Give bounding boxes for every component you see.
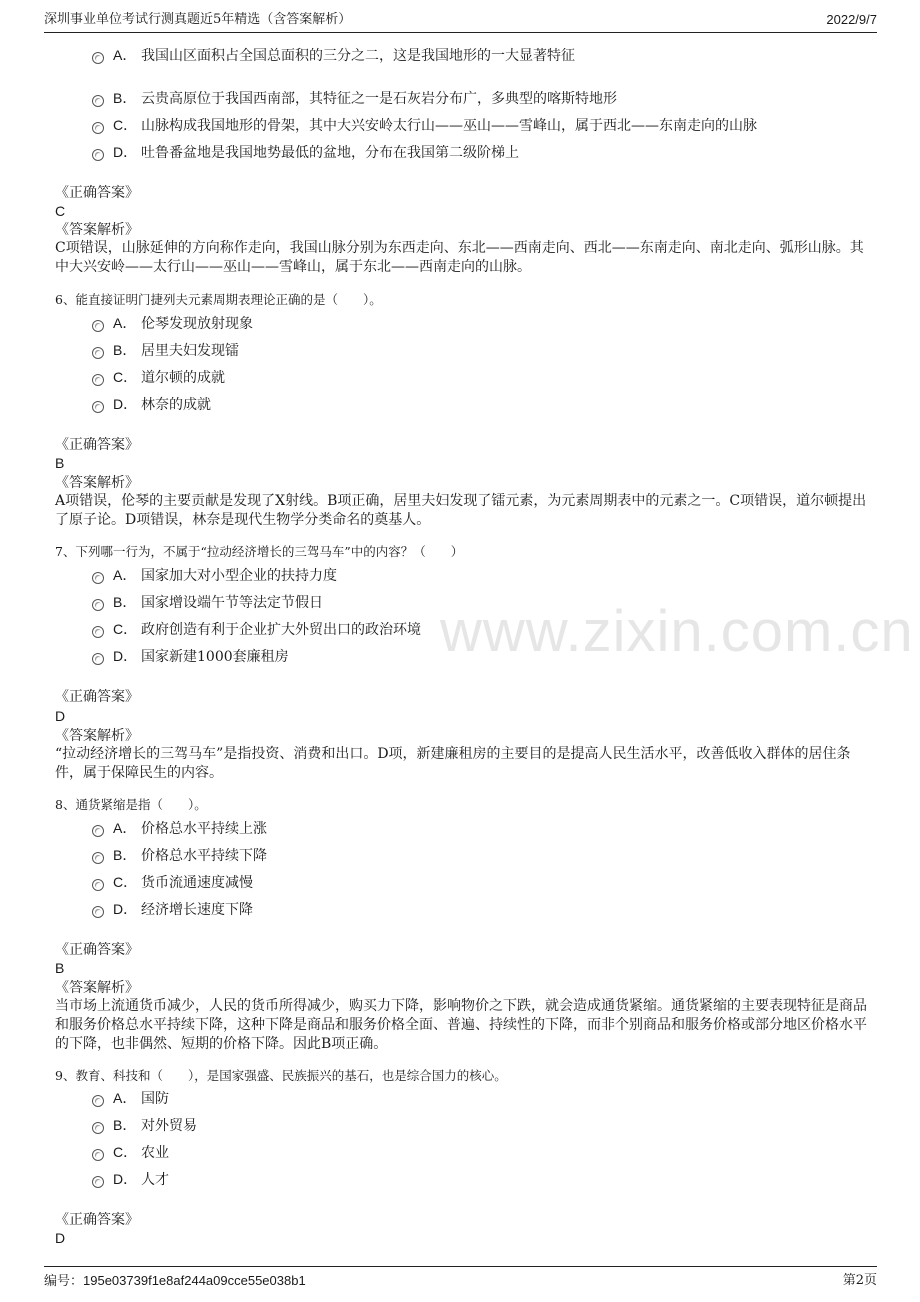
option-text: 政府创造有利于企业扩大外贸出口的政治环境 [141, 622, 421, 638]
option-row[interactable]: D． 林奈的成就 [92, 393, 211, 415]
radio-icon[interactable] [92, 401, 104, 413]
answer-value: B [55, 960, 65, 976]
radio-icon[interactable] [92, 1149, 104, 1161]
radio-icon[interactable] [92, 149, 104, 161]
radio-icon[interactable] [92, 653, 104, 665]
answer-label: 《正确答案》 [55, 437, 139, 453]
option-row[interactable]: B． 国家增设端午节等法定节假日 [92, 591, 323, 613]
answer-value: C [55, 203, 66, 219]
radio-icon[interactable] [92, 1095, 104, 1107]
question-text: 8、通货紧缩是指（ ）。 [55, 797, 207, 812]
option-text: 对外贸易 [141, 1118, 197, 1134]
option-text: 山脉构成我国地形的骨架，其中大兴安岭太行山——巫山——雪峰山，属于西北——东南走向的山脉 [141, 118, 757, 134]
radio-icon[interactable] [92, 52, 104, 64]
option-text: 我国山区面积占全国总面积的三分之二，这是我国地形的一大显著特征 [141, 48, 575, 64]
answer-label: 《正确答案》 [55, 689, 139, 705]
radio-icon[interactable] [92, 1122, 104, 1134]
radio-icon[interactable] [92, 906, 104, 918]
option-row[interactable]: D． 经济增长速度下降 [92, 898, 253, 920]
option-text: 道尔顿的成就 [141, 370, 225, 386]
radio-icon[interactable] [92, 599, 104, 611]
option-text: 价格总水平持续下降 [141, 848, 267, 864]
option-text: 国防 [141, 1091, 169, 1107]
page-footer [44, 1266, 877, 1289]
analysis-label: 《答案解析》 [55, 728, 139, 744]
radio-icon[interactable] [92, 852, 104, 864]
answer-label: 《正确答案》 [55, 185, 139, 201]
option-row[interactable]: C． 农业 [92, 1141, 169, 1163]
analysis-text: “拉动经济增长的三驾马车”是指投资、消费和出口。D项，新建廉租房的主要目的是提高人民生活水平，改善低收入群体的居住条件，属于保障民生的内容。 [55, 746, 851, 781]
question-text: 7、下列哪一行为，不属于“拉动经济增长的三驾马车”中的内容？（ ） [55, 544, 464, 559]
radio-icon[interactable] [92, 95, 104, 107]
option-row[interactable]: A． 价格总水平持续上涨 [92, 817, 267, 839]
radio-icon[interactable] [92, 1176, 104, 1188]
page-header [44, 10, 877, 33]
answer-value: D [55, 1230, 66, 1246]
analysis-label: 《答案解析》 [55, 980, 139, 996]
question-text: 9、教育、科技和（ ），是国家强盛、民族振兴的基石，也是综合国力的核心。 [55, 1068, 507, 1083]
option-text: 国家增设端午节等法定节假日 [141, 595, 323, 611]
option-text: 云贵高原位于我国西南部，其特征之一是石灰岩分布广，多典型的喀斯特地形 [141, 91, 617, 107]
option-row[interactable]: D． 吐鲁番盆地是我国地势最低的盆地，分布在我国第二级阶梯上 [92, 141, 519, 163]
analysis-text: A项错误，伦琴的主要贡献是发现了X射线。B项正确，居里夫妇发现了镭元素，为元素周期表中的元素之一。C项错误，道尔顿提出了原子论。D项错误，林奈是现代生物学分类命名的奠基人。 [55, 493, 867, 528]
option-text: 价格总水平持续上涨 [141, 821, 267, 837]
option-text: 人才 [141, 1172, 169, 1188]
document-date: 2022/9/7 [826, 12, 877, 27]
page-number: 第2页 [842, 1273, 877, 1288]
option-text: 国家新建1000套廉租房 [141, 649, 289, 665]
answer-value: B [55, 455, 65, 471]
option-text: 林奈的成就 [141, 397, 211, 413]
answer-value: D [55, 708, 66, 724]
answer-label: 《正确答案》 [55, 1212, 139, 1228]
option-text: 伦琴发现放射现象 [141, 316, 253, 332]
analysis-label: 《答案解析》 [55, 475, 139, 491]
option-row[interactable]: B． 价格总水平持续下降 [92, 844, 267, 866]
option-row[interactable]: B． 云贵高原位于我国西南部，其特征之一是石灰岩分布广，多典型的喀斯特地形 [92, 87, 617, 109]
option-row[interactable]: D． 国家新建1000套廉租房 [92, 645, 289, 667]
option-row[interactable]: C． 政府创造有利于企业扩大外贸出口的政治环境 [92, 618, 421, 640]
option-row[interactable]: C． 货币流通速度减慢 [92, 871, 253, 893]
analysis-text: C项错误，山脉延伸的方向称作走向，我国山脉分别为东西走向、东北——西南走向、西北——东南走向、南北走向、弧形山脉。其中大兴安岭——太行山——巫山——雪峰山，属于东北——西南走向的山脉。 [55, 240, 864, 275]
radio-icon[interactable] [92, 122, 104, 134]
watermark: www.zixin.com.cn [440, 599, 914, 664]
question-text: 6、能直接证明门捷列夫元素周期表理论正确的是（ ）。 [55, 292, 382, 307]
option-row[interactable]: D． 人才 [92, 1168, 169, 1190]
option-text: 经济增长速度下降 [141, 902, 253, 918]
option-text: 吐鲁番盆地是我国地势最低的盆地，分布在我国第二级阶梯上 [141, 145, 519, 161]
radio-icon[interactable] [92, 626, 104, 638]
radio-icon[interactable] [92, 374, 104, 386]
document-title: 深圳事业单位考试行测真题近5年精选（含答案解析） [44, 12, 352, 27]
option-text: 居里夫妇发现镭 [141, 343, 239, 359]
radio-icon[interactable] [92, 572, 104, 584]
option-row[interactable]: A． 国防 [92, 1087, 169, 1109]
analysis-label: 《答案解析》 [55, 222, 139, 238]
radio-icon[interactable] [92, 879, 104, 891]
option-row[interactable]: A． 国家加大对小型企业的扶持力度 [92, 564, 337, 586]
option-text: 农业 [141, 1145, 169, 1161]
option-row[interactable]: A． 伦琴发现放射现象 [92, 312, 253, 334]
radio-icon[interactable] [92, 347, 104, 359]
option-row[interactable]: C． 道尔顿的成就 [92, 366, 225, 388]
option-row[interactable]: B． 对外贸易 [92, 1114, 197, 1136]
radio-icon[interactable] [92, 825, 104, 837]
option-text: 货币流通速度减慢 [141, 875, 253, 891]
option-row[interactable]: A． 我国山区面积占全国总面积的三分之二，这是我国地形的一大显著特征 [92, 44, 575, 66]
option-row[interactable]: C． 山脉构成我国地形的骨架，其中大兴安岭太行山——巫山——雪峰山，属于西北——东南走向的山脉 [92, 114, 757, 136]
option-text: 国家加大对小型企业的扶持力度 [141, 568, 337, 584]
document-code: 编号：195e03739f1e8af244a09cce55e038b1 [44, 1273, 306, 1289]
answer-label: 《正确答案》 [55, 942, 139, 958]
analysis-text: 当市场上流通货币减少，人民的货币所得减少，购买力下降，影响物价之下跌，就会造成通货紧缩。通货紧缩的主要表现特征是商品和服务价格总水平持续下降，这种下降是商品和服务价格全面、普遍、持续性的下降，而非个别商品和服务价格或部分地区价格水平的下降，也非偶然、短期的价格下降。因此B项正确。 [55, 998, 867, 1052]
option-row[interactable]: B． 居里夫妇发现镭 [92, 339, 239, 361]
radio-icon[interactable] [92, 320, 104, 332]
